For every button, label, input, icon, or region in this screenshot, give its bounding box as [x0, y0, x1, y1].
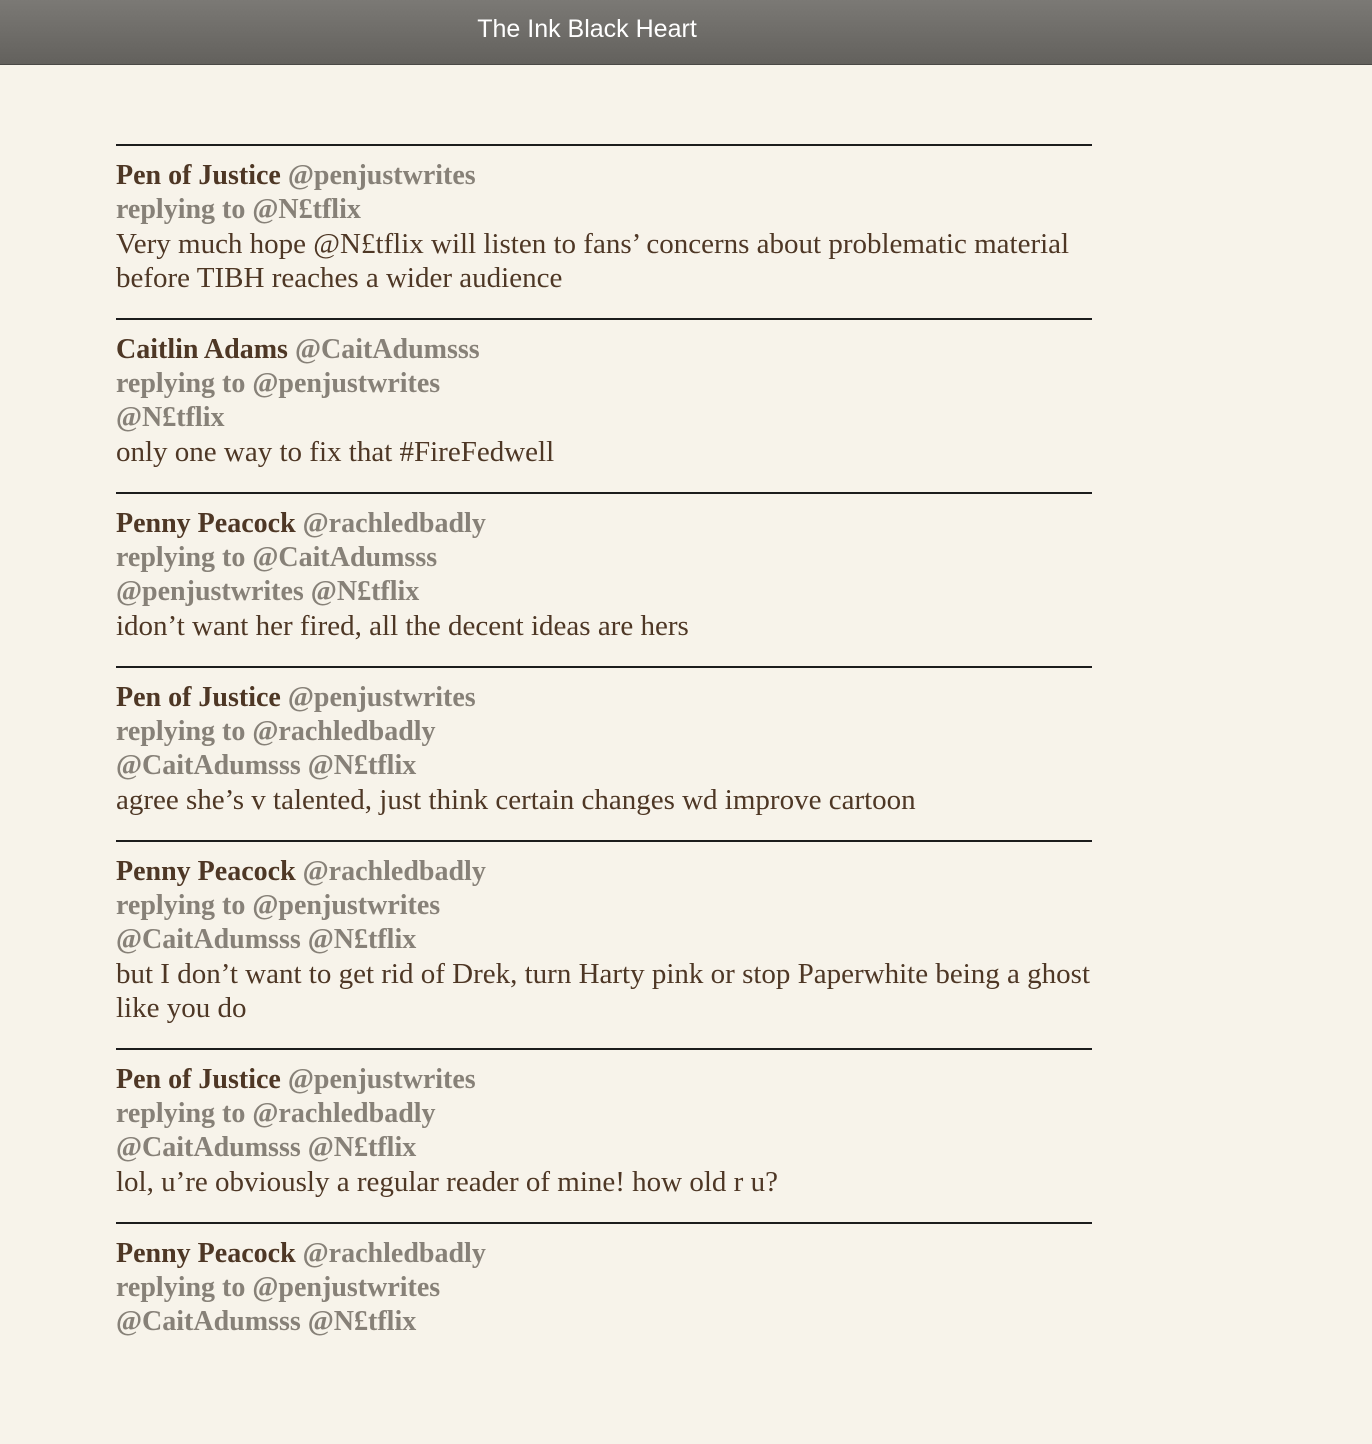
- replying-to: replying to @rachledbadly: [116, 1098, 436, 1129]
- tweet-header: [116, 681, 1092, 715]
- replying-to: replying to @penjustwrites: [116, 368, 441, 399]
- tweet-item: [116, 318, 1092, 492]
- tweet-item: [116, 666, 1092, 840]
- tweet-item: [116, 1048, 1092, 1222]
- author-name: Pen of Justice: [116, 682, 281, 713]
- author-handle[interactable]: @rachledbadly: [302, 1238, 486, 1269]
- tweet-text: only one way to fix that #FireFedwell: [116, 436, 555, 468]
- author-handle[interactable]: @penjustwrites: [287, 1064, 476, 1095]
- replying-to: replying to @CaitAdumsss: [116, 542, 438, 573]
- replying-to: replying to @rachledbadly: [116, 716, 436, 747]
- tweet-header: [116, 855, 1092, 889]
- author-name: Pen of Justice: [116, 1064, 281, 1095]
- tweet-thread: [116, 144, 1092, 1362]
- tweet-mentions: @CaitAdumsss @N£tflix: [116, 750, 417, 781]
- author-name: Pen of Justice: [116, 160, 281, 191]
- tweet-text: agree she’s v talented, just think certain changes wd improve cartoon: [116, 784, 916, 816]
- author-handle[interactable]: @CaitAdumsss: [294, 334, 480, 365]
- author-handle[interactable]: @rachledbadly: [302, 856, 486, 887]
- replying-to: replying to @penjustwrites: [116, 1272, 441, 1303]
- replying-to: replying to @penjustwrites: [116, 890, 441, 921]
- window-title: The Ink Black Heart: [477, 15, 697, 43]
- tweet-header: [116, 507, 1092, 541]
- tweet-item: [116, 1222, 1092, 1362]
- tweet-mentions: @CaitAdumsss @N£tflix: [116, 1306, 417, 1337]
- window-titlebar: [0, 0, 1372, 65]
- author-name: Penny Peacock: [116, 1238, 296, 1269]
- tweet-item: [116, 492, 1092, 666]
- tweet-text: idon’t want her fired, all the decent ideas are hers: [116, 610, 689, 642]
- tweet-mentions: @N£tflix: [116, 402, 225, 433]
- tweet-mentions: @CaitAdumsss @N£tflix: [116, 924, 417, 955]
- author-name: Penny Peacock: [116, 508, 296, 539]
- tweet-header: [116, 1063, 1092, 1097]
- replying-to: replying to @N£tflix: [116, 194, 361, 225]
- author-handle[interactable]: @penjustwrites: [287, 682, 476, 713]
- author-name: Caitlin Adams: [116, 334, 288, 365]
- author-handle[interactable]: @penjustwrites: [287, 160, 476, 191]
- tweet-text: lol, u’re obviously a regular reader of mine! how old r u?: [116, 1166, 778, 1198]
- author-handle[interactable]: @rachledbadly: [302, 508, 486, 539]
- tweet-header: [116, 333, 1092, 367]
- tweet-header: [116, 1237, 1092, 1271]
- author-name: Penny Peacock: [116, 856, 296, 887]
- tweet-text: Very much hope @N£tflix will listen to fans’ concerns about problematic material before TIBH reaches a wider audience: [116, 228, 1070, 294]
- tweet-item: [116, 840, 1092, 1048]
- tweet-item: [116, 144, 1092, 318]
- tweet-mentions: @penjustwrites @N£tflix: [116, 576, 420, 607]
- tweet-mentions: @CaitAdumsss @N£tflix: [116, 1132, 417, 1163]
- tweet-text: but I don’t want to get rid of Drek, turn Harty pink or stop Paperwhite being a ghost like you do: [116, 958, 1091, 1024]
- tweet-header: [116, 159, 1092, 193]
